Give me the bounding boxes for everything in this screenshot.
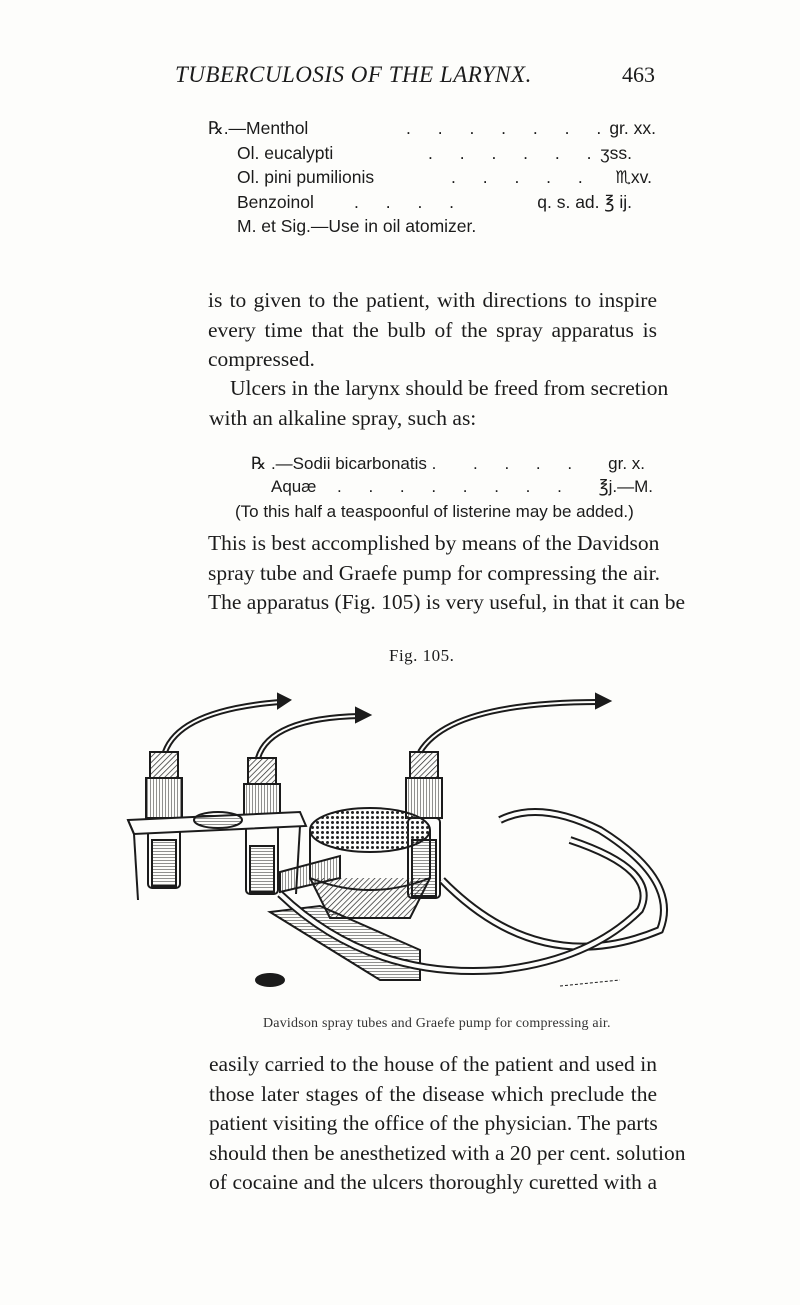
spray-apparatus-illustration: [120, 680, 680, 1004]
rx-quantity: ʒss.: [600, 142, 632, 163]
rx-ingredient: ℞ .—Sodii bicarbonatis .: [251, 454, 437, 473]
rx-leader-dots: . . . . .: [451, 167, 594, 187]
prescription-menthol: [208, 118, 656, 241]
figure-label: Fig. 105.: [389, 646, 455, 665]
text-line: Ulcers in the larynx should be freed from secretion: [230, 376, 669, 400]
rx-leader-dots: . . . . . .: [428, 142, 603, 163]
rx-ingredient: Benzoinol: [237, 191, 314, 212]
rx-note: (To this half a teaspoonful of listerine may be added.): [235, 502, 634, 521]
rx-leader-dots: . . . .: [354, 191, 466, 212]
rx-ingredient: ℞.—Menthol: [208, 118, 309, 138]
rx-line: [251, 477, 653, 500]
rx-line: [208, 167, 656, 192]
rx-ingredient: Ol. pini pumilionis: [237, 167, 375, 187]
rx-line: [208, 192, 656, 217]
rx-ingredient: Ol. eucalypti: [237, 142, 334, 163]
text-line: of cocaine and the ulcers thoroughly curetted with a: [209, 1170, 657, 1194]
prescription-sodium-bicarbonate: [235, 454, 653, 521]
figure-caption: Davidson spray tubes and Graefe pump for compressing air.: [263, 1016, 611, 1031]
text-line: with an alkaline spray, such as:: [209, 405, 477, 430]
running-header: [175, 62, 655, 92]
rx-signa: [208, 216, 656, 241]
body-paragraph: [209, 1050, 686, 1198]
rx-leader-dots: . . . . . . .: [406, 118, 613, 138]
text-line: patient visiting the office of the physician. The parts: [209, 1111, 658, 1135]
text-line: every time that the bulb of the spray apparatus is: [208, 317, 657, 342]
rx-leader-dots: . . . .: [473, 454, 584, 473]
text-line: This is best accomplished by means of the Davidson: [208, 531, 660, 555]
rx-ingredient: Aquæ: [271, 477, 317, 496]
rx-quantity: ℥j.—M.: [598, 477, 653, 496]
rx-directions: M. et Sig.—Use in oil atomizer.: [237, 216, 477, 236]
running-title: TUBERCULOSIS OF THE LARYNX.: [175, 62, 532, 87]
text-line: spray tube and Graefe pump for compressing the air.: [208, 560, 660, 585]
rx-quantity: gr. xx.: [609, 118, 656, 138]
rx-quantity: gr. x.: [608, 454, 645, 473]
text-line: compressed.: [208, 347, 315, 371]
body-paragraph: [209, 374, 669, 433]
text-line: should then be anesthetized with a 20 per cent. solution: [209, 1140, 686, 1165]
rx-leader-dots: . . . . . . . .: [337, 477, 573, 496]
body-paragraph: [208, 286, 657, 375]
rx-line: [208, 143, 656, 168]
text-line: easily carried to the house of the patient and used in: [209, 1052, 657, 1076]
text-line: The apparatus (Fig. 105) is very useful, in that it can be: [208, 590, 686, 614]
text-line: is to given to the patient, with directions to inspire: [208, 288, 657, 312]
text-line: those later stages of the disease which preclude the: [209, 1081, 657, 1106]
rx-line: [208, 118, 656, 143]
body-paragraph: [208, 529, 686, 618]
rx-line: [251, 454, 653, 477]
rx-quantity: q. s. ad. ℥ ij.: [537, 191, 632, 212]
page-number: 463: [622, 62, 655, 87]
rx-quantity: ♏xv.: [615, 167, 652, 187]
